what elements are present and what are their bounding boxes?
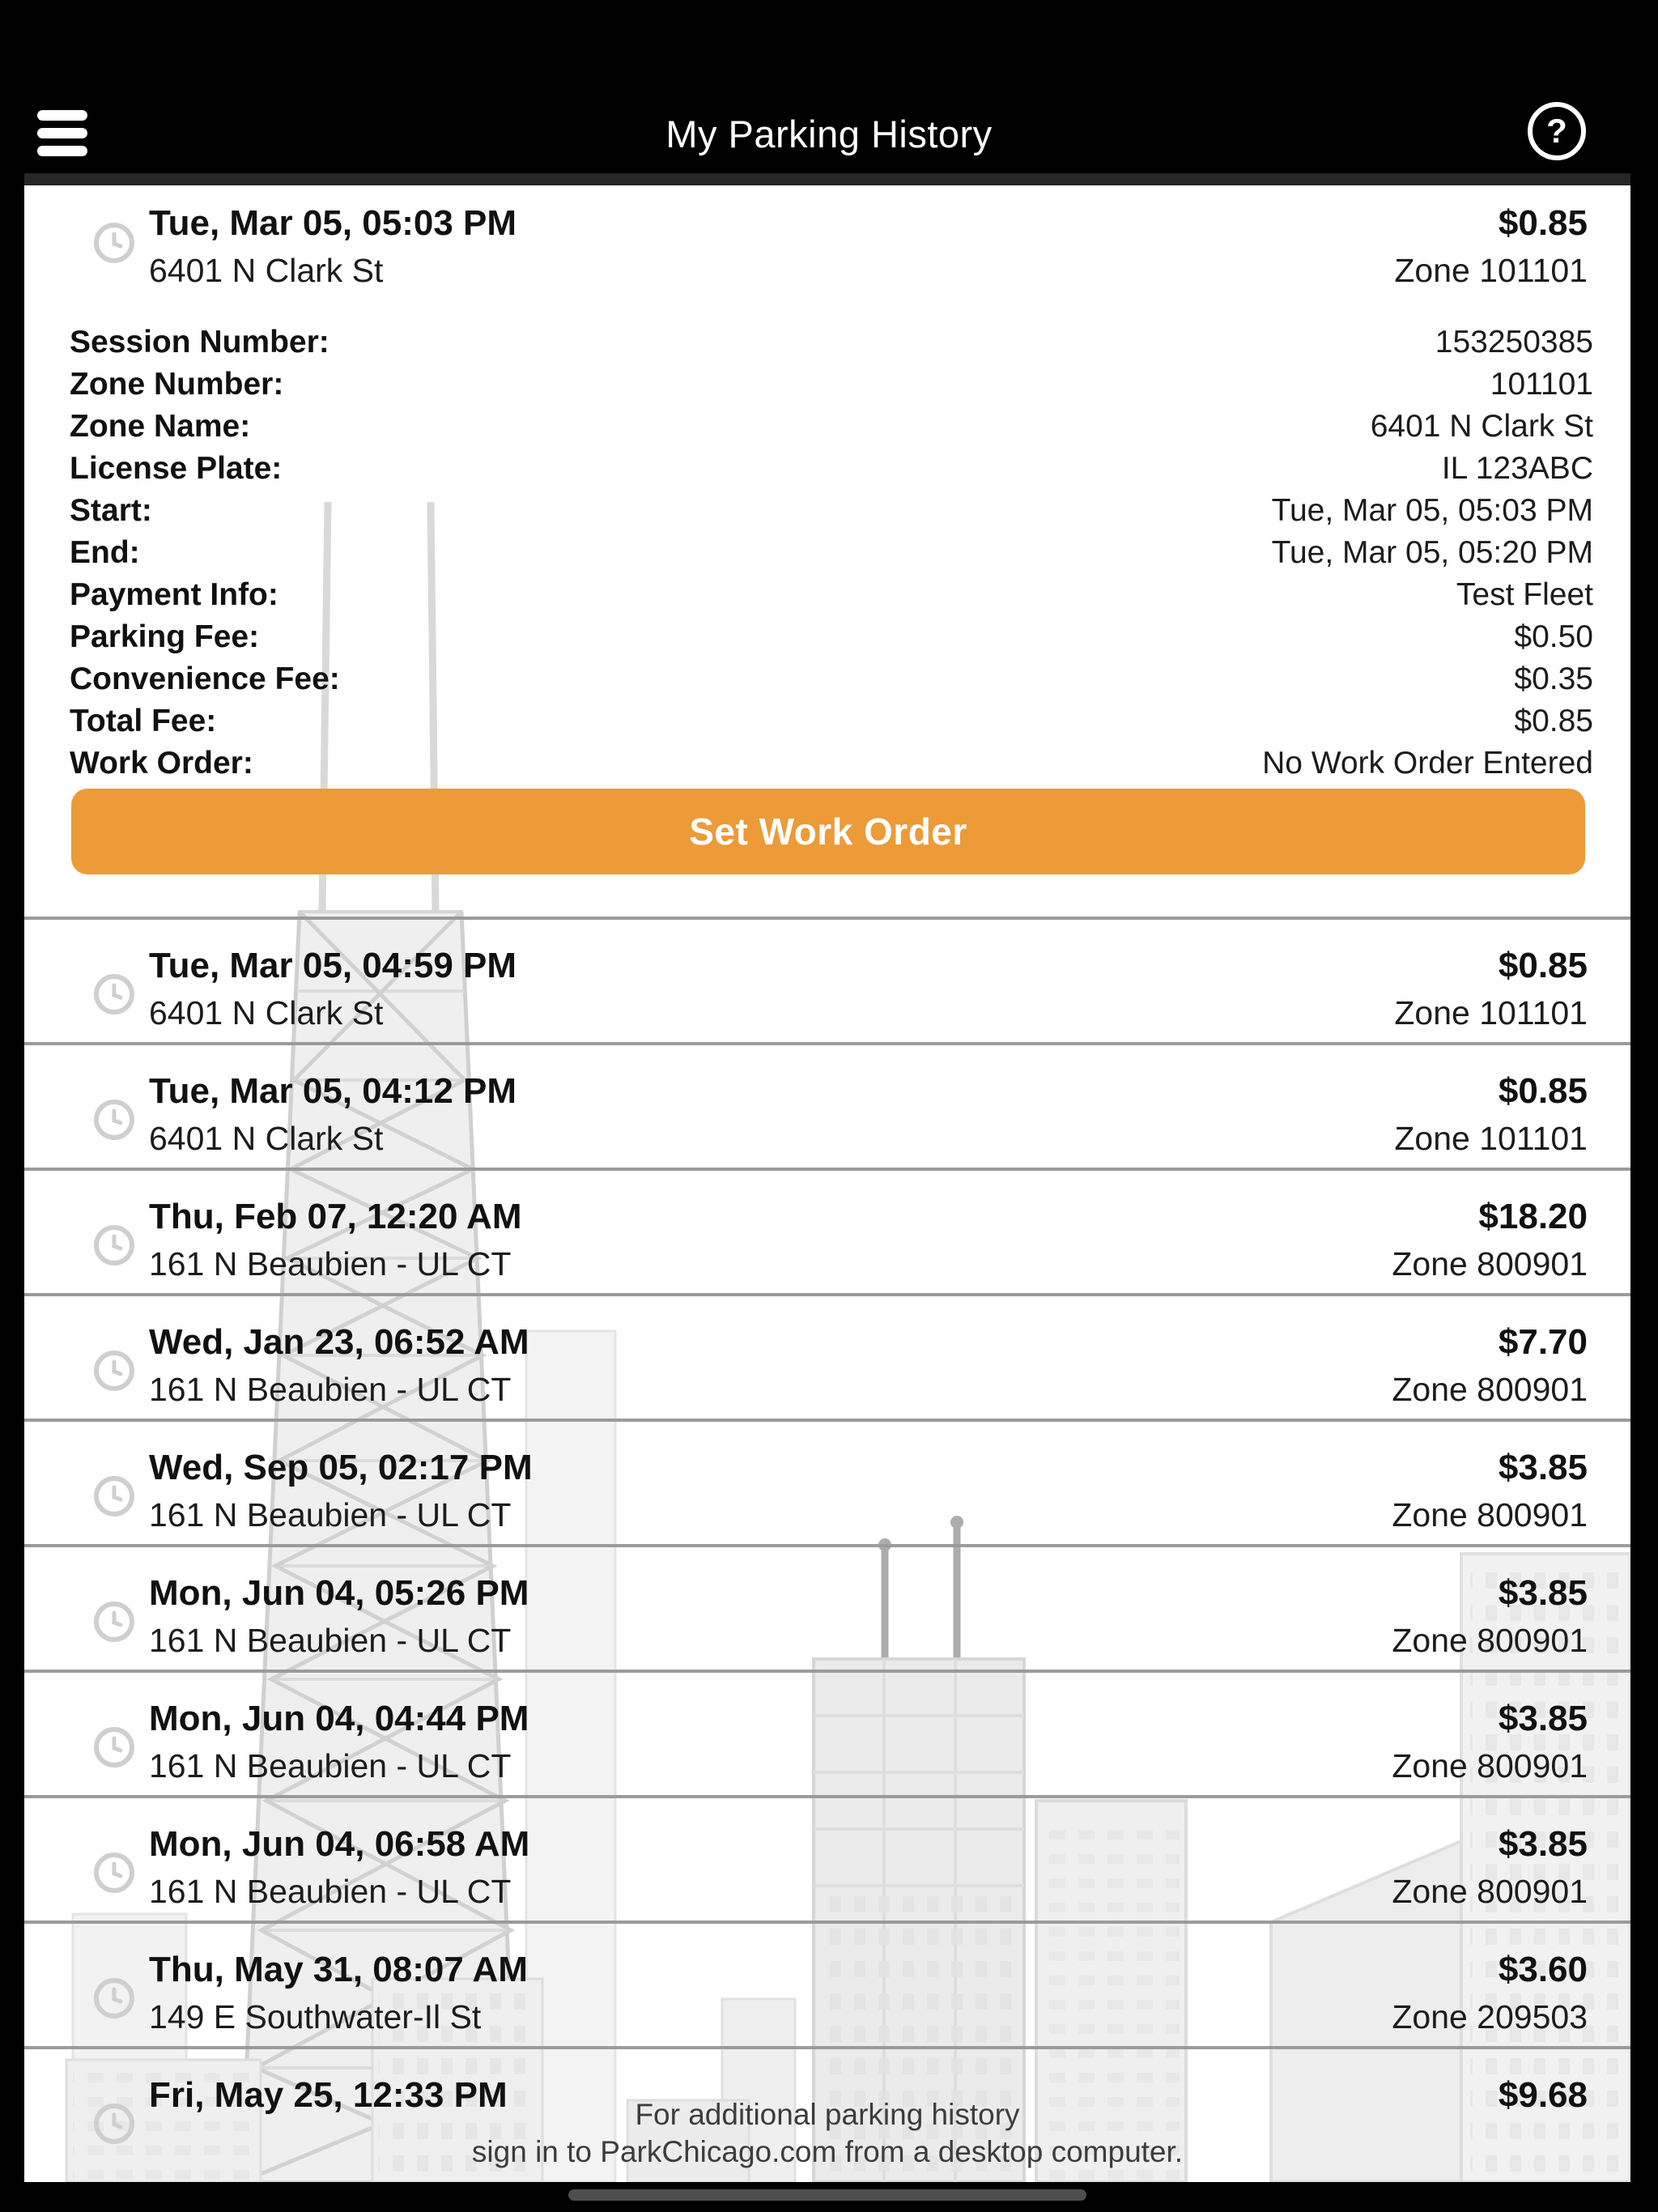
- detail-label: Work Order:: [70, 746, 253, 781]
- session-detail-row: [24, 448, 1630, 490]
- session-zone: Zone 800901: [1392, 1496, 1588, 1534]
- session-zone: Zone 209503: [1392, 1998, 1588, 2035]
- session-datetime: Mon, Jun 04, 04:44 PM: [149, 1699, 529, 1738]
- header-shadow-strip: [24, 173, 1630, 185]
- detail-label: Parking Fee:: [70, 619, 260, 654]
- session-zone: Zone 101101: [1394, 1120, 1588, 1157]
- session-amount: $9.68: [1498, 2075, 1588, 2115]
- question-circle-icon: ?: [1546, 112, 1567, 150]
- session-datetime: Wed, Jan 23, 06:52 AM: [149, 1322, 529, 1362]
- detail-label: Zone Number:: [70, 367, 284, 402]
- detail-value: IL 123ABC: [1441, 451, 1593, 486]
- session-datetime: Fri, May 25, 12:33 PM: [149, 2075, 508, 2115]
- footer-line-1: For additional parking history: [635, 2098, 1020, 2131]
- session-zone: Zone 101101: [1394, 252, 1588, 289]
- session-location: 6401 N Clark St: [149, 994, 384, 1032]
- detail-label: Payment Info:: [70, 577, 278, 612]
- detail-value: No Work Order Entered: [1262, 746, 1593, 781]
- parking-history-panel: [24, 173, 1630, 2182]
- session-datetime: Wed, Sep 05, 02:17 PM: [149, 1448, 533, 1487]
- detail-label: Session Number:: [70, 325, 329, 359]
- session-detail-row: [24, 658, 1630, 700]
- session-list-item[interactable]: [24, 1042, 1630, 1168]
- set-work-order-button[interactable]: Set Work Order: [71, 789, 1585, 874]
- session-details: [24, 321, 1630, 785]
- session-list-item[interactable]: [24, 1921, 1630, 2046]
- footer-note: [24, 2096, 1630, 2171]
- session-amount: $7.70: [1498, 1322, 1588, 1362]
- detail-value: 153250385: [1435, 325, 1593, 359]
- session-list: [24, 917, 1630, 2172]
- session-datetime: Thu, Feb 07, 12:20 AM: [149, 1197, 522, 1236]
- session-datetime: Thu, May 31, 08:07 AM: [149, 1950, 528, 1989]
- session-amount: $3.60: [1498, 1950, 1588, 1989]
- clock-icon: [92, 1976, 136, 2020]
- clock-icon: [92, 1600, 136, 1644]
- session-zone: Zone 800901: [1392, 1622, 1588, 1659]
- session-amount: $3.85: [1498, 1824, 1588, 1864]
- session-detail-row: [24, 700, 1630, 742]
- session-amount: $3.85: [1498, 1448, 1588, 1487]
- session-amount: $3.85: [1498, 1699, 1588, 1738]
- detail-label: Start:: [70, 493, 152, 528]
- session-detail-row: [24, 490, 1630, 532]
- detail-value: Tue, Mar 05, 05:20 PM: [1271, 535, 1593, 570]
- session-amount: $18.20: [1478, 1197, 1588, 1236]
- session-location: 149 E Southwater-Il St: [149, 1998, 482, 2035]
- nav-header: [0, 0, 1658, 173]
- detail-value: Test Fleet: [1456, 577, 1593, 612]
- session-zone: Zone 101101: [1394, 994, 1588, 1032]
- clock-icon: [92, 1851, 136, 1895]
- session-location: 161 N Beaubien - UL CT: [149, 1873, 512, 1910]
- session-datetime: Tue, Mar 05, 04:59 PM: [149, 946, 517, 985]
- session-datetime: Tue, Mar 05, 04:12 PM: [149, 1071, 517, 1111]
- detail-label: Total Fee:: [70, 704, 217, 738]
- session-detail-row: [24, 574, 1630, 616]
- clock-icon: [92, 1349, 136, 1393]
- session-zone: Zone 800901: [1392, 1371, 1588, 1408]
- session-location: 6401 N Clark St: [149, 1120, 384, 1157]
- session-datetime: Mon, Jun 04, 05:26 PM: [149, 1573, 529, 1613]
- session-detail-row: [24, 532, 1630, 574]
- session-zone: Zone 800901: [1392, 1747, 1588, 1784]
- detail-label: End:: [70, 535, 140, 570]
- session-location: 161 N Beaubien - UL CT: [149, 1622, 512, 1659]
- expanded-session-header[interactable]: [24, 185, 1630, 315]
- detail-label: License Plate:: [70, 451, 283, 486]
- detail-value: 6401 N Clark St: [1370, 409, 1593, 444]
- clock-icon: [92, 1725, 136, 1769]
- session-location: 161 N Beaubien - UL CT: [149, 1747, 512, 1784]
- session-zone: Zone 800901: [1392, 1245, 1588, 1283]
- session-detail-row: [24, 406, 1630, 448]
- session-zone: Zone 800901: [1392, 1873, 1588, 1910]
- session-datetime: Tue, Mar 05, 05:03 PM: [149, 203, 517, 243]
- session-amount: $0.85: [1498, 946, 1588, 985]
- session-location: 161 N Beaubien - UL CT: [149, 1245, 512, 1283]
- clock-icon: [92, 1098, 136, 1142]
- help-button[interactable]: [1528, 102, 1586, 160]
- session-location: 161 N Beaubien - UL CT: [149, 1371, 512, 1408]
- session-list-item[interactable]: [24, 1544, 1630, 1670]
- clock-icon: [92, 1474, 136, 1518]
- detail-value: $0.50: [1514, 619, 1593, 654]
- detail-value: 101101: [1490, 367, 1593, 402]
- footer-line-2: sign in to ParkChicago.com from a desktop computer.: [471, 2135, 1184, 2168]
- session-list-item[interactable]: [24, 1670, 1630, 1795]
- detail-value: $0.85: [1514, 704, 1593, 738]
- home-indicator: [568, 2189, 1086, 2201]
- session-detail-row: [24, 616, 1630, 658]
- detail-value: Tue, Mar 05, 05:03 PM: [1271, 493, 1593, 528]
- detail-label: Convenience Fee:: [70, 661, 340, 696]
- session-detail-row: [24, 364, 1630, 406]
- session-amount: $3.85: [1498, 1573, 1588, 1613]
- clock-icon: [92, 1223, 136, 1267]
- session-list-item[interactable]: [24, 1168, 1630, 1293]
- session-detail-row: [24, 742, 1630, 785]
- session-list-item[interactable]: [24, 917, 1630, 1042]
- session-location: 161 N Beaubien - UL CT: [149, 1496, 512, 1534]
- page-title: My Parking History: [665, 113, 993, 155]
- session-datetime: Mon, Jun 04, 06:58 AM: [149, 1824, 530, 1864]
- session-list-item[interactable]: [24, 1293, 1630, 1419]
- detail-label: Zone Name:: [70, 409, 251, 444]
- clock-icon: [92, 972, 136, 1016]
- clock-icon: [92, 221, 136, 265]
- session-location: 6401 N Clark St: [149, 252, 384, 289]
- session-list-item[interactable]: [24, 1795, 1630, 1921]
- detail-value: $0.35: [1514, 661, 1593, 696]
- session-amount: $0.85: [1498, 203, 1588, 243]
- session-amount: $0.85: [1498, 1071, 1588, 1111]
- session-detail-row: [24, 321, 1630, 364]
- session-list-item[interactable]: [24, 1419, 1630, 1544]
